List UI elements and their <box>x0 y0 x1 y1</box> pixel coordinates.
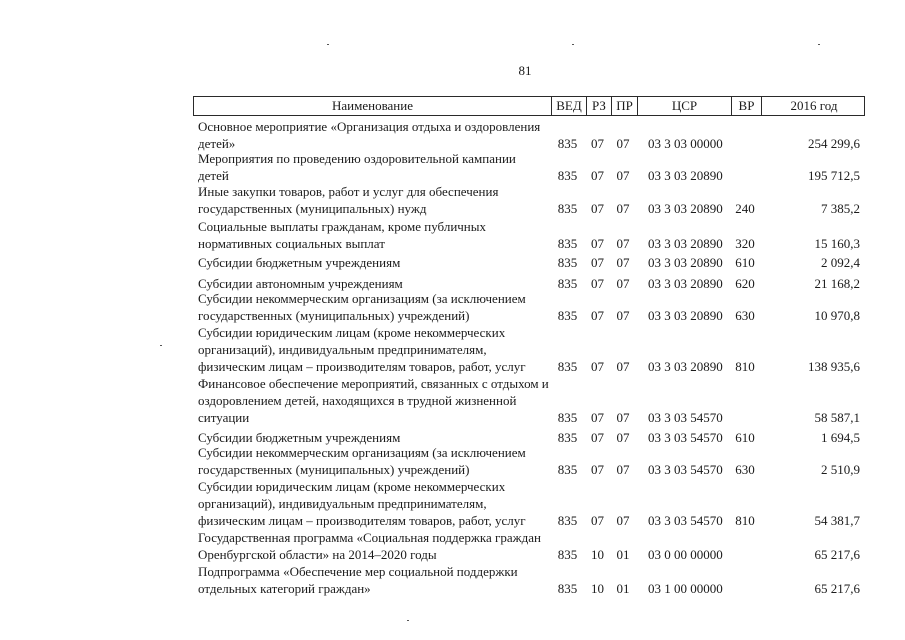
header-ved: ВЕД <box>551 97 586 115</box>
row-name-line: Субсидии бюджетным учреждениям <box>198 254 401 270</box>
row-name-line: детей» <box>198 135 236 151</box>
row-rz: 10 <box>591 580 604 596</box>
row-amount: 138 935,6 <box>808 358 860 374</box>
row-name-line: физическим лицам – производителям товаров, работ, услуг <box>198 358 526 374</box>
header-vr: ВР <box>731 97 761 115</box>
row-rz: 07 <box>591 235 604 251</box>
header-rz: РЗ <box>586 97 611 115</box>
row-name-line: Государственная программа «Социальная поддержка граждан <box>198 529 541 545</box>
row-csr: 03 3 03 20890 <box>648 307 723 323</box>
row-ved: 835 <box>557 167 578 183</box>
row-name <box>193 290 550 324</box>
table-row <box>193 218 865 252</box>
row-name-line: Субсидии юридическим лицам (кроме некоммерческих <box>198 324 506 340</box>
row-name <box>193 563 550 597</box>
table-row <box>193 183 865 217</box>
row-name-line: отдельных категорий граждан» <box>198 580 371 596</box>
row-rz: 07 <box>591 461 604 477</box>
table-row <box>193 254 865 271</box>
table-row <box>193 150 865 184</box>
row-rz: 07 <box>591 512 604 528</box>
row-csr: 03 3 03 00000 <box>648 135 723 151</box>
table-row <box>193 375 865 426</box>
row-name <box>193 218 550 252</box>
table-row <box>193 290 865 324</box>
header-pr: ПР <box>611 97 637 115</box>
row-name-line: детей <box>198 167 229 183</box>
table-row <box>193 324 865 375</box>
row-ved: 835 <box>557 307 578 323</box>
row-name <box>193 529 550 563</box>
row-vr: 240 <box>735 200 755 216</box>
row-pr: 07 <box>616 358 630 374</box>
row-rz: 07 <box>591 167 604 183</box>
row-name-line: Субсидии автономным учреждениям <box>198 275 403 291</box>
row-pr: 01 <box>616 580 630 596</box>
row-csr: 03 3 03 20890 <box>648 358 723 374</box>
row-amount: 7 385,2 <box>821 200 860 216</box>
row-rz: 07 <box>591 409 604 425</box>
row-amount: 54 381,7 <box>814 512 860 528</box>
row-vr: 320 <box>735 235 755 251</box>
header-name: Наименование <box>332 98 413 113</box>
row-csr: 03 3 03 54570 <box>648 409 723 425</box>
row-vr: 810 <box>735 512 755 528</box>
row-vr <box>730 409 760 426</box>
row-name-line: государственных (муниципальных) нужд <box>198 200 427 216</box>
row-name <box>193 254 550 271</box>
row-name-line: организаций), индивидуальным предпринимателям, <box>198 341 487 357</box>
row-csr: 03 3 03 20890 <box>648 235 723 251</box>
row-ved: 835 <box>557 358 578 374</box>
row-name-line: физическим лицам – производителям товаров, работ, услуг <box>198 512 526 528</box>
row-amount: 10 970,8 <box>814 307 860 323</box>
row-name <box>193 444 550 478</box>
row-ved: 835 <box>557 461 578 477</box>
scan-speck <box>160 345 162 346</box>
row-pr: 07 <box>616 167 630 183</box>
row-vr: 610 <box>735 429 755 445</box>
row-amount: 15 160,3 <box>814 235 860 251</box>
row-amount: 1 694,5 <box>821 429 860 445</box>
row-rz: 07 <box>591 135 604 151</box>
row-rz: 07 <box>591 200 604 216</box>
row-vr: 630 <box>735 461 755 477</box>
row-name-line: Субсидии некоммерческим организациям (за исключением <box>198 290 526 306</box>
row-amount: 2 510,9 <box>821 461 860 477</box>
row-name-line: Подпрограмма «Обеспечение мер социальной поддержки <box>198 563 518 579</box>
row-name <box>193 150 550 184</box>
row-pr: 07 <box>616 409 630 425</box>
row-name-line: Финансовое обеспечение мероприятий, связанных с отдыхом и <box>198 375 549 391</box>
row-csr: 03 3 03 54570 <box>648 461 723 477</box>
row-ved: 835 <box>557 275 578 291</box>
row-pr: 07 <box>616 512 630 528</box>
row-amount: 65 217,6 <box>814 546 860 562</box>
row-name-line: Социальные выплаты гражданам, кроме публичных <box>198 218 486 234</box>
row-csr: 03 3 03 20890 <box>648 200 723 216</box>
row-ved: 835 <box>557 200 578 216</box>
row-name <box>193 183 550 217</box>
row-vr <box>730 580 760 597</box>
row-vr <box>730 546 760 563</box>
row-amount: 195 712,5 <box>808 167 860 183</box>
table-row <box>193 563 865 597</box>
row-ved: 835 <box>557 546 578 562</box>
row-ved: 835 <box>557 254 578 270</box>
row-csr: 03 3 03 20890 <box>648 254 723 270</box>
row-rz: 10 <box>591 546 604 562</box>
row-name-line: государственных (муниципальных) учреждений) <box>198 461 470 477</box>
row-csr: 03 3 03 20890 <box>648 167 723 183</box>
row-csr: 03 0 00 00000 <box>648 546 723 562</box>
row-name-line: Субсидии некоммерческим организациям (за исключением <box>198 444 526 460</box>
row-name-line: Основное мероприятие «Организация отдыха и оздоровления <box>198 118 541 134</box>
row-name-line: оздоровлением детей, находящихся в трудной жизненной <box>198 392 517 408</box>
row-name-line: Иные закупки товаров, работ и услуг для обеспечения <box>198 183 499 199</box>
row-rz: 07 <box>591 275 604 291</box>
row-name-line: нормативных социальных выплат <box>198 235 385 251</box>
row-name <box>193 118 550 152</box>
header-csr: ЦСР <box>637 97 731 115</box>
row-pr: 07 <box>616 200 630 216</box>
row-pr: 07 <box>616 461 630 477</box>
row-name-line: Оренбургской области» на 2014–2020 годы <box>198 546 437 562</box>
row-amount: 65 217,6 <box>814 580 860 596</box>
row-pr: 01 <box>616 546 630 562</box>
scan-speck <box>327 44 329 45</box>
row-vr <box>730 167 760 184</box>
row-name <box>193 478 550 529</box>
row-pr: 07 <box>616 235 630 251</box>
row-ved: 835 <box>557 512 578 528</box>
row-ved: 835 <box>557 429 578 445</box>
row-vr: 630 <box>735 307 755 323</box>
row-csr: 03 3 03 54570 <box>648 429 723 445</box>
row-rz: 07 <box>591 307 604 323</box>
header-year: 2016 год <box>761 97 866 115</box>
table-header <box>193 96 865 116</box>
row-amount: 2 092,4 <box>821 254 860 270</box>
row-rz: 07 <box>591 254 604 270</box>
row-amount: 21 168,2 <box>814 275 860 291</box>
row-name-line: Мероприятия по проведению оздоровительной кампании <box>198 150 516 166</box>
row-rz: 07 <box>591 429 604 445</box>
row-name-line: Субсидии бюджетным учреждениям <box>198 429 401 445</box>
row-pr: 07 <box>616 254 630 270</box>
row-ved: 835 <box>557 135 578 151</box>
row-vr: 610 <box>735 254 755 270</box>
table-row <box>193 444 865 478</box>
row-ved: 835 <box>557 235 578 251</box>
row-pr: 07 <box>616 275 630 291</box>
row-name-line: Субсидии юридическим лицам (кроме некоммерческих <box>198 478 506 494</box>
scan-speck <box>572 44 574 45</box>
table-row <box>193 118 865 152</box>
table-row <box>193 478 865 529</box>
row-amount: 254 299,6 <box>808 135 860 151</box>
row-csr: 03 3 03 54570 <box>648 512 723 528</box>
row-rz: 07 <box>591 358 604 374</box>
row-pr: 07 <box>616 307 630 323</box>
row-csr: 03 3 03 20890 <box>648 275 723 291</box>
row-pr: 07 <box>616 135 630 151</box>
row-name <box>193 375 550 426</box>
row-ved: 835 <box>557 409 578 425</box>
row-csr: 03 1 00 00000 <box>648 580 723 596</box>
row-vr: 620 <box>735 275 755 291</box>
page-number: 81 <box>518 63 532 78</box>
row-name-line: ситуации <box>198 409 250 425</box>
scan-speck <box>407 620 409 621</box>
row-amount: 58 587,1 <box>814 409 860 425</box>
row-ved: 835 <box>557 580 578 596</box>
row-vr: 810 <box>735 358 755 374</box>
row-name-line: организаций), индивидуальным предпринимателям, <box>198 495 487 511</box>
row-name-line: государственных (муниципальных) учреждений) <box>198 307 470 323</box>
scan-speck <box>818 44 820 45</box>
table-row <box>193 529 865 563</box>
row-pr: 07 <box>616 429 630 445</box>
row-name <box>193 324 550 375</box>
